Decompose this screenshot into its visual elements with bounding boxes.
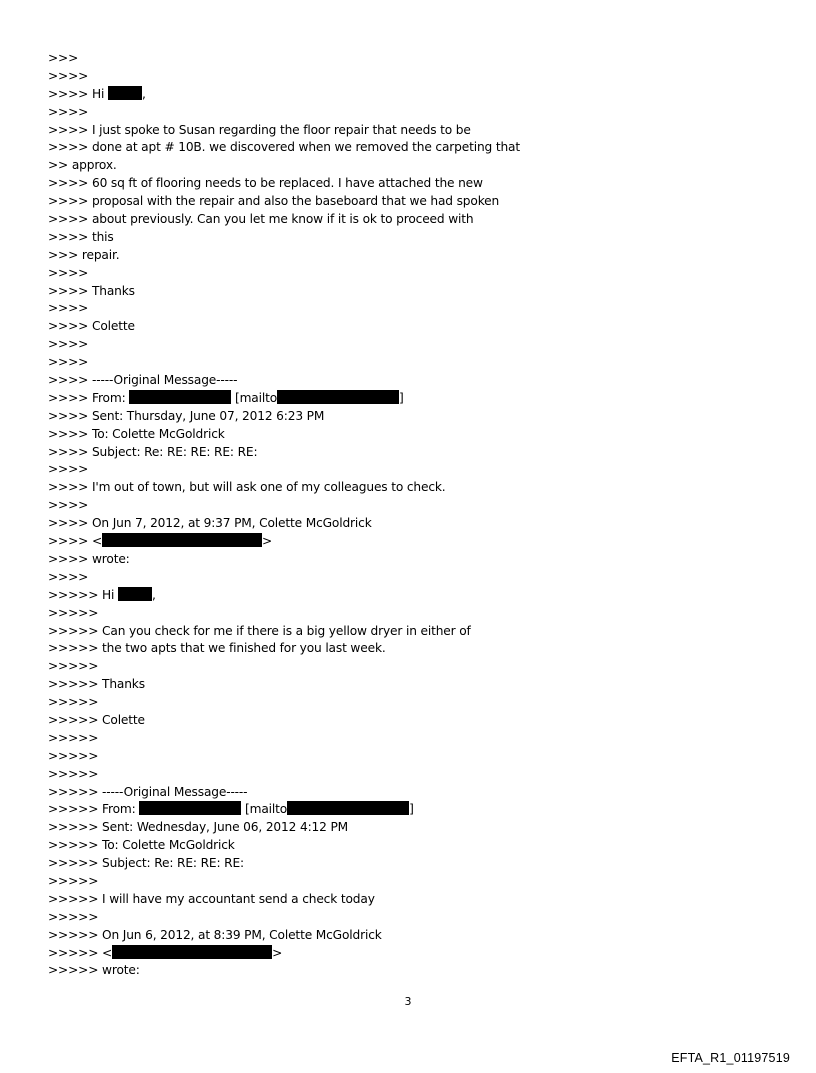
email-line — [48, 479, 748, 497]
email-line — [48, 766, 748, 784]
line-text: >>>>> < — [48, 945, 113, 960]
line-text: >>>>> — [48, 659, 99, 674]
line-text: >>>>> To: Colette McGoldrick — [48, 838, 235, 853]
line-text: >>>> — [48, 569, 89, 584]
redaction-box — [102, 533, 262, 547]
email-line — [48, 730, 748, 748]
line-text: >>>> < — [48, 534, 103, 549]
line-text: >>>> -----Original Message----- — [48, 373, 238, 388]
email-line — [48, 909, 748, 927]
line-text: >>>> — [48, 337, 89, 352]
email-line — [48, 283, 748, 301]
email-line — [48, 873, 748, 891]
line-text: > — [262, 534, 273, 549]
line-text: >>>> Colette — [48, 319, 135, 334]
line-text: >>>> — [48, 104, 89, 119]
line-text: >>>>> the two apts that we finished for you last week. — [48, 641, 386, 656]
line-text: , — [152, 587, 156, 602]
line-text: >>>>> — [48, 695, 99, 710]
line-text: >>>>> Sent: Wednesday, June 06, 2012 4:12 PM — [48, 820, 349, 835]
line-text: >>>> wrote: — [48, 551, 130, 566]
email-line — [48, 819, 748, 837]
line-text: >>>> this — [48, 229, 114, 244]
line-text: >>>>> I will have my accountant send a check today — [48, 891, 375, 906]
redaction-box — [287, 801, 409, 815]
email-line — [48, 408, 748, 426]
line-text: >>>>> — [48, 730, 99, 745]
email-line — [48, 68, 748, 86]
line-text: >>>>> — [48, 873, 99, 888]
line-text: [mailto — [241, 802, 288, 817]
line-text: >>>> — [48, 301, 89, 316]
email-line — [48, 497, 748, 515]
email-line — [48, 139, 748, 157]
email-line — [48, 587, 748, 605]
line-text: >>>>> From: — [48, 802, 140, 817]
line-text: >>>> — [48, 265, 89, 280]
email-line — [48, 229, 748, 247]
email-line — [48, 300, 748, 318]
email-line — [48, 122, 748, 140]
line-text: ] — [399, 390, 404, 405]
email-line — [48, 533, 748, 551]
email-line — [48, 372, 748, 390]
line-text: , — [141, 86, 146, 101]
redaction-box — [118, 587, 152, 601]
line-text: >>>> — [48, 68, 89, 83]
line-text: >>>> — [48, 355, 89, 370]
email-line — [48, 426, 748, 444]
email-line — [48, 837, 748, 855]
line-text: >>>>> wrote: — [48, 963, 140, 978]
line-text: >>>> proposal with the repair and also the baseboard that we had spoken — [48, 194, 500, 209]
email-line — [48, 784, 748, 802]
line-text: >>>>> Thanks — [48, 677, 145, 692]
email-line — [48, 658, 748, 676]
line-text: >>>> — [48, 498, 89, 513]
line-text: > — [272, 945, 283, 960]
email-line — [48, 515, 748, 533]
email-body — [48, 50, 748, 980]
line-text: >>>> From: — [48, 390, 130, 405]
line-text: >>>> I'm out of town, but will ask one of my colleagues to check. — [48, 480, 446, 495]
line-text: >>>>> — [48, 909, 99, 924]
line-text: >>>> Hi — [48, 86, 108, 101]
redaction-box — [108, 86, 142, 100]
email-line — [48, 157, 748, 175]
line-text: >>>>> -----Original Message----- — [48, 784, 248, 799]
line-text: >>>>> — [48, 748, 99, 763]
email-line — [48, 50, 748, 68]
line-text: >>>>> Subject: Re: RE: RE: RE: — [48, 856, 244, 871]
redaction-box — [129, 390, 231, 404]
email-line — [48, 748, 748, 766]
email-line — [48, 318, 748, 336]
line-text: >>>>> Colette — [48, 712, 145, 727]
email-line — [48, 211, 748, 229]
email-line — [48, 605, 748, 623]
line-text: >>>> I just spoke to Susan regarding the floor repair that needs to be — [48, 122, 471, 137]
line-text: >>>>> On Jun 6, 2012, at 8:39 PM, Colette McGoldrick — [48, 927, 382, 942]
email-line — [48, 623, 748, 641]
redaction-box — [112, 945, 272, 959]
line-text: >>>>> Hi — [48, 587, 119, 602]
email-line — [48, 247, 748, 265]
email-line — [48, 676, 748, 694]
line-text: >>>> On Jun 7, 2012, at 9:37 PM, Colette McGoldrick — [48, 516, 372, 531]
email-line — [48, 551, 748, 569]
email-line — [48, 86, 748, 104]
email-line — [48, 694, 748, 712]
page-number: 3 — [404, 995, 412, 1008]
email-line — [48, 640, 748, 658]
line-text: >>>> To: Colette McGoldrick — [48, 426, 225, 441]
line-text: >>>> Thanks — [48, 283, 135, 298]
email-line — [48, 104, 748, 122]
line-text: >>>> Subject: Re: RE: RE: RE: RE: — [48, 444, 258, 459]
email-line — [48, 336, 748, 354]
line-text: >>>>> — [48, 766, 99, 781]
email-line — [48, 712, 748, 730]
line-text: >>> — [48, 51, 79, 65]
line-text: >>> repair. — [48, 247, 120, 262]
document-id: EFTA_R1_01197519 — [671, 1051, 790, 1065]
email-line — [48, 801, 748, 819]
line-text: >>>> done at apt # 10B. we discovered when we removed the carpeting that — [48, 140, 520, 155]
line-text: [mailto — [231, 390, 278, 405]
line-text: >>>> Sent: Thursday, June 07, 2012 6:23 PM — [48, 408, 325, 423]
redaction-box — [277, 390, 399, 404]
email-line — [48, 175, 748, 193]
line-text: >>>>> Can you check for me if there is a big yellow dryer in either of — [48, 623, 471, 638]
redaction-box — [139, 801, 241, 815]
email-line — [48, 354, 748, 372]
line-text: >>>>> — [48, 605, 99, 620]
email-line — [48, 390, 748, 408]
line-text: ] — [409, 802, 414, 817]
email-line — [48, 891, 748, 909]
line-text: >> approx. — [48, 158, 117, 173]
email-line — [48, 927, 748, 945]
line-text: >>>> — [48, 462, 89, 477]
email-line — [48, 569, 748, 587]
email-line — [48, 945, 748, 963]
line-text: >>>> about previously. Can you let me know if it is ok to proceed with — [48, 212, 474, 227]
email-line — [48, 265, 748, 283]
email-line — [48, 962, 748, 980]
email-line — [48, 855, 748, 873]
email-line — [48, 193, 748, 211]
email-line — [48, 444, 748, 462]
line-text: >>>> 60 sq ft of flooring needs to be replaced. I have attached the new — [48, 176, 483, 191]
email-line — [48, 461, 748, 479]
